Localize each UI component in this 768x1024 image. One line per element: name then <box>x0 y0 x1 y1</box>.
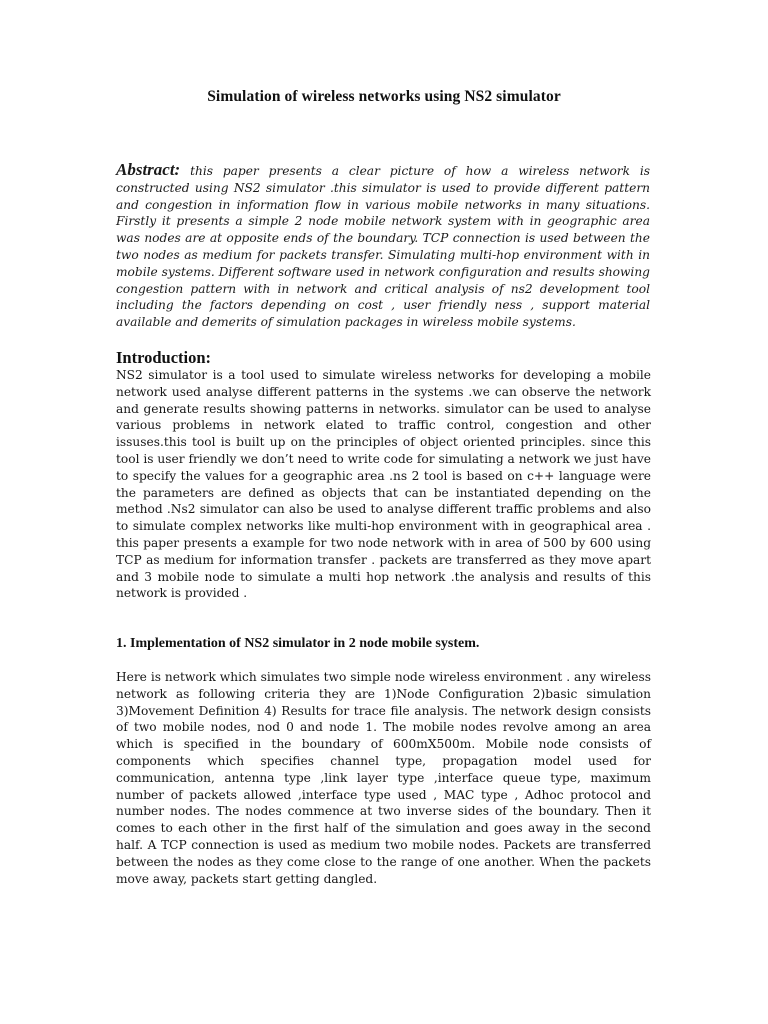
section-1-paragraph: Here is network which simulates two simple node wireless environment . any wireless network as following criteria they are 1)Node Configuration 2)basic simulation 3)Movement Definition 4) Results for trace file analysis. The network design consists of two mobile nodes, nod 0 and node 1. The mobile nodes revolve among an area which is specified in the boundary of 600mX500m. Mobile node consists of components which specifies channel type, propagation model used for communication, antenna type ,link layer type ,interface queue type, maximum number of packets allowed ,interface type used , MAC type , Adhoc protocol and number nodes. The nodes commence at two inverse sides of the boundary. Then it comes to each other in the first half of the simulation and goes away in the second half. A TCP connection is used as medium two mobile nodes. Packets are transferred between the nodes as they come close to the range of one another. When the packets move away, packets start getting dangled. <box>116 670 651 886</box>
abstract-paragraph <box>116 162 650 331</box>
section-1-heading: 1. Implementation of NS2 simulator in 2 node mobile system. <box>116 636 480 651</box>
abstract-label: Abstract: <box>116 160 181 179</box>
abstract-text: this paper presents a clear picture of how a wireless network is constructed using NS2 simulator .this simulator is used to provide different pattern and congestion in information flow in various mobile networks in many situations. Firstly it presents a simple 2 node mobile network system with in geographic area was nodes are at opposite ends of the boundary. TCP connection is used between the two nodes as medium for packets transfer. Simulating multi-hop environment with in mobile systems. Different software used in network configuration and results showing congestion pattern with in network and critical analysis of ns2 development tool including the factors depending on cost , user friendly ness , support material available and demerits of simulation packages in wireless mobile systems. <box>116 164 650 330</box>
introduction-heading: Introduction: <box>116 348 212 367</box>
document-title: Simulation of wireless networks using NS2 simulator <box>207 88 561 105</box>
introduction-paragraph: NS2 simulator is a tool used to simulate wireless networks for developing a mobile network used analyse different patterns in the systems .we can observe the network and generate results showing patterns in networks. simulator can be used to analyse various problems in network elated to traffic control, congestion and other issuses.this tool is built up on the principles of object oriented principles. since this tool is user friendly we don’t need to write code for simulating a network we just have to specify the values for a geographic area .ns 2 tool is based on c++ language were the parameters are defined as objects that can be instantiated depending on the method .Ns2 simulator can also be used to analyse different traffic problems and also to simulate complex networks like multi-hop environment with in geographical area . this paper presents a example for two node network with in area of 500 by 600 using TCP as medium for information transfer . packets are transferred as they move apart and 3 mobile node to simulate a multi hop network .the analysis and results of this network is provided . <box>116 368 651 601</box>
